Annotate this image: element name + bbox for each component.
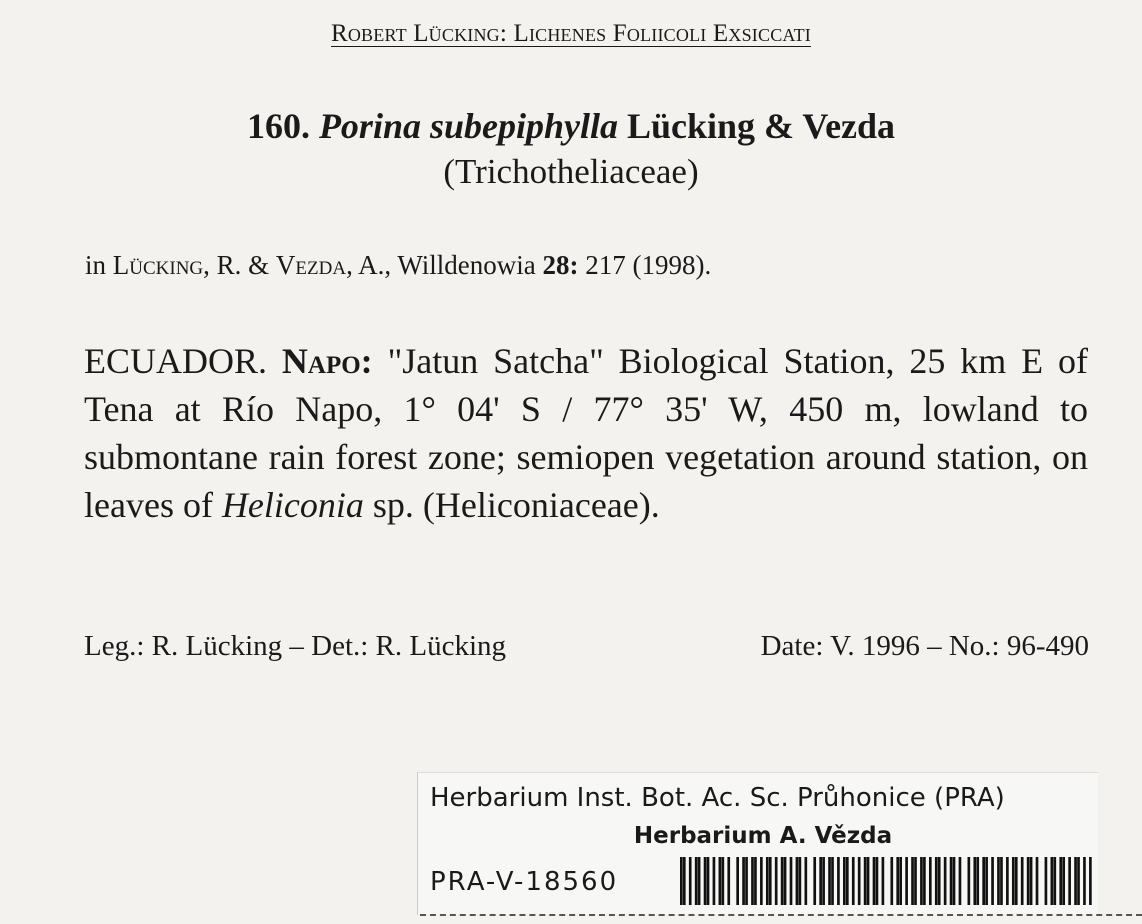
barcode-bar [846,857,849,905]
herbarium-institution: Herbarium Inst. Bot. Ac. Sc. Průhonice (PRA) [430,783,1005,813]
barcode-bar [944,857,947,905]
barcode-bar [775,857,778,905]
citation [85,250,711,281]
barcode-bar [736,857,739,905]
barcode-bar [819,857,822,905]
barcode [680,857,1092,905]
locality-text [84,337,1088,529]
citation-author-2: Vezda [275,250,347,280]
series-title: Robert Lücking: Lichenes Foliicoli Exsiccati [330,20,812,47]
barcode-bar [920,857,923,905]
barcode-bar [799,857,802,905]
barcode-bar [1074,857,1077,905]
barcode-bar [867,857,870,905]
species-authority: Lücking & Vezda [626,106,896,146]
barcode-bar [790,857,793,905]
host-description: sp. (Heliconiaceae). [372,485,660,525]
barcode-bar [882,857,885,905]
barcode-bar [1077,857,1080,905]
barcode-bar [719,857,722,905]
citation-mid-1: , R. & [203,250,270,280]
barcode-bar [1083,857,1086,905]
barcode-bar [890,857,893,905]
barcode-bar [680,857,683,905]
barcode-bar [1045,857,1048,905]
collector-line: Leg.: R. Lücking – Det.: R. Lücking [84,630,507,662]
barcode-bar [831,857,834,905]
date-number-line: Date: V. 1996 – No.: 96-490 [760,630,1089,662]
barcode-bar [683,857,686,905]
barcode-bar [742,857,745,905]
barcode-bar [1053,857,1056,905]
barcode-bar [873,857,876,905]
barcode-bar [1006,857,1009,905]
barcode-bar [1089,857,1092,905]
citation-author-1: Lücking [112,250,204,280]
barcode-bar [858,857,861,905]
barcode-bar [707,857,710,905]
barcode-bar [745,857,748,905]
locality-country: ECUADOR. [84,341,268,381]
barcode-bar [1000,857,1003,905]
barcode-bar [929,857,932,905]
barcode-bar [769,857,772,905]
citation-pages-year: 217 (1998). [585,250,712,280]
barcode-bar [991,857,994,905]
barcode-bar [959,857,962,905]
herbarium-barcode-label [417,772,1098,915]
exsiccata-number: 160. [246,106,310,146]
barcode-bar [914,857,917,905]
barcode-bar [997,857,1000,905]
barcode-bar [876,857,879,905]
barcode-bar [896,857,899,905]
barcode-bar [698,857,701,905]
barcode-bar [804,857,807,905]
barcode-bar [813,857,816,905]
barcode-bar [976,857,979,905]
citation-prefix: in [85,250,107,280]
herbarium-collection: Herbarium A. Vězda [633,823,893,849]
barcode-bar [784,857,787,905]
barcode-bar [760,857,763,905]
locality-description: "Jatun Satcha" Biological Station, 25 km E of Tena at Río Napo, 1° 04' S / 77° 35' W, 450 m, lowland to submontane rain forest zone; semiopen vegetation around station, on leaves of [84,341,1089,525]
barcode-bar [953,857,956,905]
barcode-bar [973,857,976,905]
barcode-bar [822,857,825,905]
host-genus: Heliconia [221,485,364,525]
locality-region: Napo: [281,341,373,381]
barcode-bar [689,857,692,905]
barcode-bar [1051,857,1054,905]
barcode-bar [704,857,707,905]
barcode-bar [695,857,698,905]
barcode-bar [722,857,725,905]
specimen-id: PRA-V-18560 [430,867,619,897]
species-line [0,105,1142,147]
barcode-bar [852,857,855,905]
barcode-bar [1030,857,1033,905]
barcode-bar [985,857,988,905]
barcode-bar [864,857,867,905]
barcode-bar [1012,857,1015,905]
species-name: Porina subepiphylla [318,106,618,146]
barcode-bar [935,857,938,905]
barcode-bar [754,857,757,905]
barcode-bar [727,857,730,905]
series-header [0,20,1142,48]
barcode-bar [911,857,914,905]
barcode-bar [950,857,953,905]
barcode-bar [766,857,769,905]
barcode-bar [923,857,926,905]
barcode-bar [968,857,971,905]
barcode-bar [1068,857,1071,905]
cut-line [420,914,1142,916]
barcode-bar [1036,857,1039,905]
citation-mid-2: , A., Willdenowia [346,250,536,280]
barcode-bar [899,857,902,905]
barcode-bar [796,857,799,905]
family-name: (Trichotheliaceae) [443,152,699,191]
barcode-bar [1059,857,1062,905]
barcode-bar [982,857,985,905]
barcode-bar [781,857,784,905]
barcode-bar [905,857,908,905]
barcode-bar [843,857,846,905]
barcode-bar [713,857,716,905]
barcode-bar [1015,857,1018,905]
barcode-bar [837,857,840,905]
barcode-bar [1062,857,1065,905]
barcode-bar [1021,857,1024,905]
barcode-bar [828,857,831,905]
barcode-bar [751,857,754,905]
citation-volume: 28: [542,250,579,280]
barcode-bar [938,857,941,905]
barcode-bar [1027,857,1030,905]
